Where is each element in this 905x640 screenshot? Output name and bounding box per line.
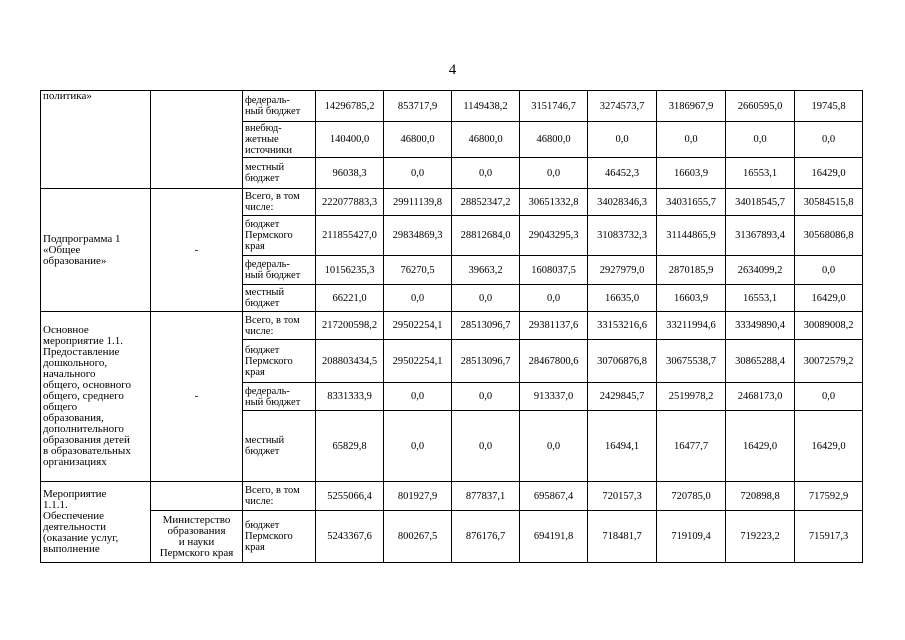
amount-cell: 16603,9	[657, 158, 726, 189]
amount-cell: 720898,8	[726, 482, 795, 511]
budget-table	[40, 90, 863, 563]
amount-cell: 30072579,2	[795, 340, 863, 383]
amount-cell: 30675538,7	[657, 340, 726, 383]
amount-cell: 16429,0	[795, 411, 863, 482]
amount-cell: 34031655,7	[657, 189, 726, 216]
amount-cell: 719223,2	[726, 511, 795, 563]
amount-cell: 0,0	[520, 285, 588, 312]
table-row	[41, 312, 863, 340]
amount-cell: 0,0	[726, 122, 795, 158]
amount-cell: 28513096,7	[452, 340, 520, 383]
amount-cell: 2870185,9	[657, 256, 726, 285]
amount-cell: 14296785,2	[316, 91, 384, 122]
amount-cell: 853717,9	[384, 91, 452, 122]
page-number: 4	[448, 62, 457, 78]
amount-cell: 46800,0	[520, 122, 588, 158]
amount-cell: 694191,8	[520, 511, 588, 563]
amount-cell: 0,0	[384, 285, 452, 312]
amount-cell: 28852347,2	[452, 189, 520, 216]
amount-cell: 39663,2	[452, 256, 520, 285]
amount-cell: 16635,0	[588, 285, 657, 312]
amount-cell: 29502254,1	[384, 312, 452, 340]
amount-cell: 16429,0	[726, 411, 795, 482]
funding-source-cell: бюджет Пермского края	[243, 216, 316, 256]
funding-source-cell: федераль- ный бюджет	[243, 91, 316, 122]
amount-cell: 720785,0	[657, 482, 726, 511]
amount-cell: 3274573,7	[588, 91, 657, 122]
amount-cell: 717592,9	[795, 482, 863, 511]
amount-cell: 0,0	[384, 411, 452, 482]
amount-cell: 29834869,3	[384, 216, 452, 256]
amount-cell: 46452,3	[588, 158, 657, 189]
amount-cell: 31083732,3	[588, 216, 657, 256]
amount-cell: 1608037,5	[520, 256, 588, 285]
amount-cell: 877837,1	[452, 482, 520, 511]
amount-cell: 34028346,3	[588, 189, 657, 216]
amount-cell: 16603,9	[657, 285, 726, 312]
amount-cell: 10156235,3	[316, 256, 384, 285]
responsible-cell	[151, 91, 243, 189]
amount-cell: 211855427,0	[316, 216, 384, 256]
responsible-cell: Министерство образования и науки Пермского края	[151, 511, 243, 563]
amount-cell: 65829,8	[316, 411, 384, 482]
amount-cell: 33349890,4	[726, 312, 795, 340]
amount-cell: 19745,8	[795, 91, 863, 122]
amount-cell: 0,0	[452, 383, 520, 411]
funding-source-cell: местный бюджет	[243, 285, 316, 312]
amount-cell: 217200598,2	[316, 312, 384, 340]
amount-cell: 0,0	[657, 122, 726, 158]
amount-cell: 96038,3	[316, 158, 384, 189]
funding-source-cell: Всего, в том числе:	[243, 189, 316, 216]
amount-cell: 0,0	[795, 256, 863, 285]
amount-cell: 1149438,2	[452, 91, 520, 122]
amount-cell: 66221,0	[316, 285, 384, 312]
amount-cell: 30584515,8	[795, 189, 863, 216]
funding-source-cell: внебюд- жетные источники	[243, 122, 316, 158]
amount-cell: 0,0	[588, 122, 657, 158]
amount-cell: 30089008,2	[795, 312, 863, 340]
amount-cell: 2927979,0	[588, 256, 657, 285]
amount-cell: 30651332,8	[520, 189, 588, 216]
amount-cell: 5243367,6	[316, 511, 384, 563]
amount-cell: 30568086,8	[795, 216, 863, 256]
program-name-cell: политика»	[41, 91, 151, 189]
funding-source-cell: федераль- ный бюджет	[243, 256, 316, 285]
amount-cell: 16429,0	[795, 285, 863, 312]
amount-cell: 720157,3	[588, 482, 657, 511]
amount-cell: 34018545,7	[726, 189, 795, 216]
amount-cell: 801927,9	[384, 482, 452, 511]
funding-source-cell: местный бюджет	[243, 158, 316, 189]
amount-cell: 2660595,0	[726, 91, 795, 122]
amount-cell: 222077883,3	[316, 189, 384, 216]
amount-cell: 30865288,4	[726, 340, 795, 383]
amount-cell: 719109,4	[657, 511, 726, 563]
amount-cell: 29381137,6	[520, 312, 588, 340]
amount-cell: 16429,0	[795, 158, 863, 189]
amount-cell: 28467800,6	[520, 340, 588, 383]
amount-cell: 2468173,0	[726, 383, 795, 411]
amount-cell: 3151746,7	[520, 91, 588, 122]
amount-cell: 0,0	[384, 158, 452, 189]
amount-cell: 30706876,8	[588, 340, 657, 383]
amount-cell: 0,0	[452, 411, 520, 482]
amount-cell: 5255066,4	[316, 482, 384, 511]
amount-cell: 16477,7	[657, 411, 726, 482]
program-name-cell: Подпрограмма 1 «Общее образование»	[41, 189, 151, 312]
funding-source-cell: Всего, в том числе:	[243, 482, 316, 511]
amount-cell: 76270,5	[384, 256, 452, 285]
program-name-cell: Мероприятие 1.1.1. Обеспечение деятельности (оказание услуг, выполнение	[41, 482, 151, 563]
amount-cell: 16553,1	[726, 285, 795, 312]
amount-cell: 46800,0	[452, 122, 520, 158]
amount-cell: 208803434,5	[316, 340, 384, 383]
amount-cell: 2519978,2	[657, 383, 726, 411]
amount-cell: 29502254,1	[384, 340, 452, 383]
amount-cell: 715917,3	[795, 511, 863, 563]
amount-cell: 876176,7	[452, 511, 520, 563]
funding-source-cell: бюджет Пермского края	[243, 511, 316, 563]
amount-cell: 31144865,9	[657, 216, 726, 256]
amount-cell: 33211994,6	[657, 312, 726, 340]
table-row	[41, 511, 863, 563]
funding-source-cell: федераль- ный бюджет	[243, 383, 316, 411]
amount-cell: 31367893,4	[726, 216, 795, 256]
amount-cell: 800267,5	[384, 511, 452, 563]
amount-cell: 2429845,7	[588, 383, 657, 411]
responsible-cell: -	[151, 189, 243, 312]
amount-cell: 0,0	[384, 383, 452, 411]
amount-cell: 8331333,9	[316, 383, 384, 411]
funding-source-cell: местный бюджет	[243, 411, 316, 482]
table-row	[41, 91, 863, 122]
amount-cell: 0,0	[452, 158, 520, 189]
amount-cell: 718481,7	[588, 511, 657, 563]
amount-cell: 33153216,6	[588, 312, 657, 340]
amount-cell: 913337,0	[520, 383, 588, 411]
table-row	[41, 189, 863, 216]
amount-cell: 0,0	[520, 158, 588, 189]
amount-cell: 46800,0	[384, 122, 452, 158]
amount-cell: 0,0	[795, 383, 863, 411]
amount-cell: 0,0	[795, 122, 863, 158]
amount-cell: 28812684,0	[452, 216, 520, 256]
amount-cell: 16553,1	[726, 158, 795, 189]
amount-cell: 28513096,7	[452, 312, 520, 340]
amount-cell: 2634099,2	[726, 256, 795, 285]
responsible-cell	[151, 482, 243, 511]
amount-cell: 3186967,9	[657, 91, 726, 122]
funding-source-cell: Всего, в том числе:	[243, 312, 316, 340]
program-name-cell: Основное мероприятие 1.1. Предоставление дошкольного, начального общего, основного общего, среднего общего образования, дополнительного образования детей в образовательных организациях	[41, 312, 151, 482]
responsible-cell: -	[151, 312, 243, 482]
amount-cell: 0,0	[452, 285, 520, 312]
amount-cell: 16494,1	[588, 411, 657, 482]
table-row	[41, 482, 863, 511]
amount-cell: 29043295,3	[520, 216, 588, 256]
amount-cell: 140400,0	[316, 122, 384, 158]
funding-source-cell: бюджет Пермского края	[243, 340, 316, 383]
amount-cell: 0,0	[520, 411, 588, 482]
amount-cell: 695867,4	[520, 482, 588, 511]
amount-cell: 29911139,8	[384, 189, 452, 216]
